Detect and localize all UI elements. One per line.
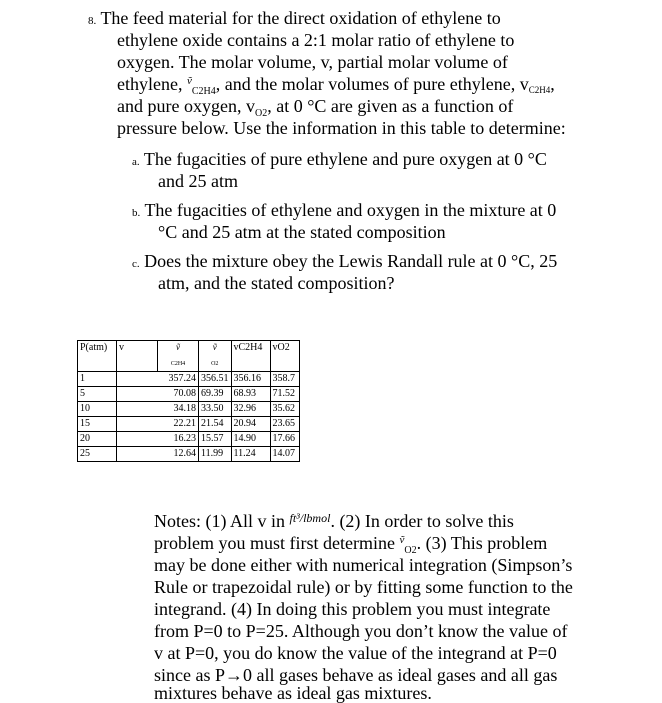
problem-line-1 [88, 8, 501, 31]
part-a-label: a. [132, 156, 140, 168]
notes-line-3 [154, 555, 572, 575]
notes-text-1b: . (2) In order to solve this [330, 511, 514, 531]
problem-line-6 [117, 118, 566, 138]
problem-text-5a: and pure oxygen, v [117, 96, 255, 116]
notes-text-7: v at P=0, you do know the value of the integrand at P=0 [154, 643, 557, 663]
notes-text-2b: . (3) This problem [416, 533, 548, 553]
table-row: 25 12.64 11.99 11.24 14.07 [78, 447, 300, 462]
part-a-text-1: The fugacities of pure ethylene and pure oxygen at 0 °C [143, 149, 547, 169]
table-row: 20 16.23 15.57 14.90 17.66 [78, 432, 300, 447]
part-c-text-1: Does the mixture obey the Lewis Randall rule at 0 °C, 25 [144, 251, 558, 271]
part-a [132, 149, 547, 172]
table-row: 5 70.08 69.39 68.93 71.52 [78, 387, 300, 402]
notes-text-8: since as P→0 all gases behave as ideal gases and all gas [154, 665, 558, 685]
problem-text-4b: , and the molar volumes of pure ethylene, v [215, 74, 529, 94]
table-header-row [78, 341, 300, 372]
o2-subscript-notes: O2 [404, 545, 417, 556]
units-label: ft³/lbmol [289, 511, 331, 525]
header-molar-volume: v [117, 341, 158, 372]
notes-line-9 [154, 683, 432, 703]
problem-text-2: ethylene oxide contains a 2:1 molar ratio of ethylene to [117, 30, 515, 50]
notes-line-6 [154, 621, 567, 641]
c2h4-subscript-2: C2H4 [528, 85, 551, 95]
part-a-line-2 [158, 171, 238, 191]
notes-line-1 [154, 511, 514, 533]
part-a-text-2: and 25 atm [158, 171, 238, 191]
part-b-line-2 [158, 222, 446, 242]
part-c-line-2 [158, 273, 394, 293]
notes-line-5 [154, 599, 550, 619]
notes-line-4 [154, 577, 573, 597]
notes-text-9: mixtures behave as ideal gas mixtures. [154, 683, 432, 703]
part-c-label: c. [132, 258, 140, 270]
notes-line-8 [154, 665, 557, 685]
c2h4-subscript: C2H4 [191, 86, 216, 97]
table-row: 1 357.24 356.51 356.16 358.7 [78, 372, 300, 387]
problem-line-2 [117, 30, 514, 50]
part-b-text-1: The fugacities of ethylene and oxygen in the mixture at 0 [144, 200, 557, 220]
partial-molar-volume-symbol: ṽ [186, 75, 192, 87]
problem-text-1: The feed material for the direct oxidation of ethylene to [100, 8, 501, 28]
problem-number: 8. [88, 15, 97, 27]
problem-line-3 [117, 52, 508, 72]
table-row: 15 22.21 21.54 20.94 23.65 [78, 417, 300, 432]
problem-text-5b: , at 0 °C are given as a function of [267, 96, 514, 116]
part-b-text-2: °C and 25 atm at the stated composition [158, 222, 446, 242]
problem-text-6: pressure below. Use the information in this table to determine: [117, 118, 566, 138]
partial-molar-volume-symbol-o2: ṽ [399, 534, 405, 546]
header-pure-c2h4: vC2H4 [231, 341, 270, 372]
notes-line-7 [154, 643, 557, 663]
problem-line-4: ethylene, $ṽ_{C2H4}$, and the molar volumes of pure ethylene, vC2H4, [117, 74, 555, 98]
table-row: 10 34.18 33.50 32.96 35.62 [78, 402, 300, 417]
notes-text-6: from P=0 to P=25. Although you don’t know the value of [154, 621, 568, 641]
problem-line-5 [117, 96, 513, 120]
part-c [132, 251, 557, 274]
header-pure-o2: vO2 [270, 341, 299, 372]
notes-text-1a: Notes: (1) All v in [154, 511, 285, 531]
o2-subscript: O2 [254, 108, 268, 119]
data-table [77, 340, 300, 462]
header-partial-c2h4: ṽ C2H4 [158, 341, 199, 372]
header-partial-o2: ṽ O2 [199, 341, 232, 372]
part-b-label: b. [132, 207, 141, 219]
notes-text-2a: problem you must first determine [154, 533, 395, 553]
notes-text-3: may be done either with numerical integration (Simpson’s [154, 555, 573, 575]
part-b [132, 200, 556, 223]
part-c-text-2: atm, and the stated composition? [158, 273, 395, 293]
problem-text-4a: ethylene, [117, 74, 183, 94]
notes-text-4: Rule or trapezoidal rule) or by fitting some function to the [154, 577, 573, 597]
problem-text-3: oxygen. The molar volume, v, partial molar volume of [117, 52, 508, 72]
notes-line-2 [154, 533, 547, 557]
notes-text-5: integrand. (4) In doing this problem you must integrate [154, 599, 551, 619]
header-pressure: P(atm) [78, 341, 117, 372]
